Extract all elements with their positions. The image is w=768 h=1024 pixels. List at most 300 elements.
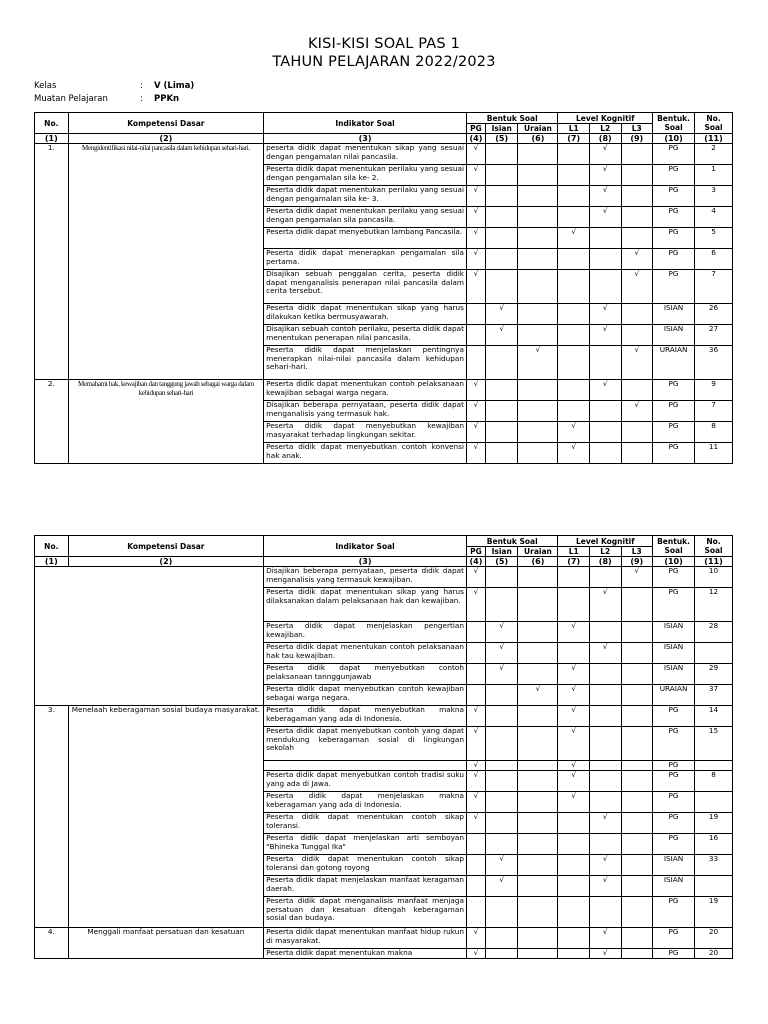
pg-check-cell: √: [466, 207, 485, 228]
bentuk-soal-cell: ISIAN: [653, 325, 695, 346]
l3-check-cell: √: [621, 401, 653, 422]
no-soal-cell: 26: [695, 304, 733, 325]
pg-check-cell: √: [466, 401, 485, 422]
l1-check-cell: [558, 876, 590, 897]
indikator-soal-cell: Peserta didik dapat menyebutkan contoh yang dapat mendukung keberagaman sosial di lingkungan sekolah: [264, 727, 467, 761]
column-number: (5): [485, 134, 518, 144]
l1-check-cell: √: [558, 685, 590, 706]
uraian-check-cell: [518, 443, 558, 464]
l3-check-cell: [621, 727, 653, 761]
no-soal-cell: 10: [695, 567, 733, 588]
l2-check-cell: √: [589, 144, 621, 165]
indikator-soal-cell: Peserta didik dapat menyebutkan contoh kewajiban sebagai warga negara.: [264, 685, 467, 706]
isian-check-cell: [485, 813, 518, 834]
l1-check-cell: [558, 304, 590, 325]
bentuk-soal-cell: ISIAN: [653, 643, 695, 664]
bentuk-soal-cell: PG: [653, 949, 695, 959]
isian-check-cell: √: [485, 643, 518, 664]
kelas-line: [34, 81, 194, 91]
l2-check-cell: [589, 761, 621, 771]
column-number: (6): [518, 557, 558, 567]
isian-check-cell: [485, 443, 518, 464]
l1-check-cell: [558, 567, 590, 588]
l1-check-cell: [558, 165, 590, 186]
bentuk-soal-cell: PG: [653, 228, 695, 249]
column-number: (2): [68, 557, 264, 567]
l3-check-cell: [621, 588, 653, 622]
no-soal-cell: 7: [695, 401, 733, 422]
isian-check-cell: [485, 165, 518, 186]
l2-check-cell: [589, 443, 621, 464]
l2-check-cell: [589, 664, 621, 685]
indikator-soal-cell: Peserta didik dapat menyebutkan contoh tradisi suku yang ada di Jawa.: [264, 771, 467, 792]
isian-check-cell: [485, 401, 518, 422]
header-level-kognitif-group: Level Kognitif: [558, 536, 653, 547]
l1-check-cell: [558, 144, 590, 165]
column-number: (2): [68, 134, 264, 144]
isian-check-cell: [485, 249, 518, 270]
uraian-check-cell: [518, 771, 558, 792]
isian-check-cell: [485, 771, 518, 792]
no-soal-cell: 1: [695, 165, 733, 186]
bentuk-soal-cell: PG: [653, 443, 695, 464]
pg-check-cell: [466, 834, 485, 855]
table-row: [35, 144, 733, 165]
document-subtitle: TAHUN PELAJARAN 2022/2023: [272, 54, 496, 70]
l2-check-cell: [589, 771, 621, 792]
pg-check-cell: √: [466, 422, 485, 443]
l3-check-cell: [621, 443, 653, 464]
uraian-check-cell: [518, 249, 558, 270]
l2-check-cell: √: [589, 928, 621, 949]
no-soal-cell: 28: [695, 622, 733, 643]
pg-check-cell: √: [466, 727, 485, 761]
pg-check-cell: √: [466, 761, 485, 771]
l2-check-cell: [589, 792, 621, 813]
column-number: (1): [35, 557, 69, 567]
table-row: [35, 380, 733, 401]
pg-check-cell: √: [466, 567, 485, 588]
indikator-soal-cell: Peserta didik dapat menjelaskan pengertian kewajiban.: [264, 622, 467, 643]
l1-check-cell: √: [558, 771, 590, 792]
header-kompetensi-dasar: Kompetensi Dasar: [68, 536, 264, 557]
bentuk-soal-cell: PG: [653, 727, 695, 761]
indikator-soal-cell: Peserta didik dapat menentukan perilaku yang sesuai dengan pengamalan sila ke- 2.: [264, 165, 467, 186]
table-row: [35, 567, 733, 588]
uraian-check-cell: [518, 380, 558, 401]
header-l3: L3: [621, 547, 653, 557]
isian-check-cell: √: [485, 622, 518, 643]
l2-check-cell: [589, 834, 621, 855]
l2-check-cell: [589, 228, 621, 249]
bentuk-soal-cell: PG: [653, 401, 695, 422]
uraian-check-cell: [518, 270, 558, 304]
l2-check-cell: √: [589, 207, 621, 228]
l2-check-cell: √: [589, 855, 621, 876]
l3-check-cell: √: [621, 270, 653, 304]
pg-check-cell: √: [466, 949, 485, 959]
isian-check-cell: [485, 706, 518, 727]
column-number: (4): [466, 134, 485, 144]
uraian-check-cell: [518, 727, 558, 761]
column-number: (7): [558, 134, 590, 144]
indikator-soal-cell: Peserta didik dapat menyebutkan contoh konvensi hak anak.: [264, 443, 467, 464]
l1-check-cell: [558, 813, 590, 834]
l3-check-cell: [621, 144, 653, 165]
l1-check-cell: [558, 207, 590, 228]
kd-continued-cell: [35, 567, 264, 706]
bentuk-soal-cell: PG: [653, 207, 695, 228]
l2-check-cell: [589, 727, 621, 761]
indikator-soal-cell: Peserta didik dapat menentukan manfaat hidup rukun di masyarakat.: [264, 928, 467, 949]
no-soal-cell: 37: [695, 685, 733, 706]
uraian-check-cell: [518, 622, 558, 643]
no-soal-cell: 6: [695, 249, 733, 270]
l1-check-cell: √: [558, 664, 590, 685]
kd-number-cell: 3.: [35, 706, 69, 928]
pg-check-cell: √: [466, 928, 485, 949]
l3-check-cell: [621, 325, 653, 346]
no-soal-cell: 16: [695, 834, 733, 855]
no-soal-cell: 27: [695, 325, 733, 346]
column-number: (8): [589, 134, 621, 144]
table-row: [35, 706, 733, 727]
pg-check-cell: [466, 685, 485, 706]
isian-check-cell: √: [485, 325, 518, 346]
isian-check-cell: √: [485, 304, 518, 325]
pg-check-cell: √: [466, 144, 485, 165]
uraian-check-cell: [518, 706, 558, 727]
indikator-soal-cell: Disajikan beberapa pernyataan, peserta didik dapat menganalisis yang termasuk hak.: [264, 401, 467, 422]
l1-check-cell: [558, 643, 590, 664]
pg-check-cell: [466, 664, 485, 685]
pg-check-cell: [466, 855, 485, 876]
l2-check-cell: [589, 346, 621, 380]
l3-check-cell: [621, 165, 653, 186]
l2-check-cell: √: [589, 186, 621, 207]
no-soal-cell: 33: [695, 855, 733, 876]
header-uraian: Uraian: [518, 547, 558, 557]
l3-check-cell: [621, 186, 653, 207]
header-isian: Isian: [485, 124, 518, 134]
l3-check-cell: [621, 813, 653, 834]
no-soal-cell: 15: [695, 727, 733, 761]
header-bentuk-soal: Bentuk. Soal: [653, 113, 695, 134]
bentuk-soal-cell: PG: [653, 897, 695, 928]
pg-check-cell: √: [466, 588, 485, 622]
indikator-soal-cell: Peserta didik dapat menerapkan pengamalan sila pertama.: [264, 249, 467, 270]
l1-check-cell: √: [558, 761, 590, 771]
indikator-soal-cell: Peserta didik dapat menentukan makna: [264, 949, 467, 959]
kisi-kisi-table-2: [34, 535, 733, 959]
l3-check-cell: [621, 380, 653, 401]
column-number: (1): [35, 134, 69, 144]
pg-check-cell: √: [466, 706, 485, 727]
header-l1: L1: [558, 547, 590, 557]
l2-check-cell: [589, 706, 621, 727]
indikator-soal-cell: [264, 761, 467, 771]
uraian-check-cell: [518, 144, 558, 165]
l2-check-cell: √: [589, 380, 621, 401]
indikator-soal-cell: Peserta didik dapat menjelaskan makna keberagaman yang ada di Indonesia.: [264, 792, 467, 813]
l1-check-cell: [558, 380, 590, 401]
isian-check-cell: [485, 792, 518, 813]
l2-check-cell: [589, 249, 621, 270]
isian-check-cell: √: [485, 664, 518, 685]
bentuk-soal-cell: PG: [653, 165, 695, 186]
header-level-kognitif-group: Level Kognitif: [558, 113, 653, 124]
bentuk-soal-cell: PG: [653, 567, 695, 588]
l2-check-cell: [589, 622, 621, 643]
column-number: (11): [695, 557, 733, 567]
l2-check-cell: √: [589, 949, 621, 959]
indikator-soal-cell: Peserta didik dapat menyebutkan lambang Pancasila.: [264, 228, 467, 249]
indikator-soal-cell: Peserta didik dapat menentukan perilaku yang sesuai dengan pengamalan sila pancasila.: [264, 207, 467, 228]
uraian-check-cell: [518, 949, 558, 959]
l3-check-cell: [621, 792, 653, 813]
bentuk-soal-cell: PG: [653, 771, 695, 792]
l2-check-cell: √: [589, 588, 621, 622]
kompetensi-dasar-cell: Mengidentifikasi nilai-nilai pancasila dalam kehidupan sehari-hari.: [68, 144, 264, 380]
pg-check-cell: √: [466, 165, 485, 186]
isian-check-cell: [485, 144, 518, 165]
uraian-check-cell: [518, 422, 558, 443]
pg-check-cell: √: [466, 443, 485, 464]
isian-check-cell: [485, 207, 518, 228]
uraian-check-cell: [518, 855, 558, 876]
indikator-soal-cell: Disajikan sebuah contoh perilaku, peserta didik dapat menentukan penerapan nilai pancasila.: [264, 325, 467, 346]
l1-check-cell: [558, 897, 590, 928]
indikator-soal-cell: Peserta didik dapat menentukan contoh sikap toleransi.: [264, 813, 467, 834]
no-soal-cell: 4: [695, 207, 733, 228]
l2-check-cell: √: [589, 813, 621, 834]
bentuk-soal-cell: PG: [653, 270, 695, 304]
uraian-check-cell: [518, 228, 558, 249]
kelas-label: Kelas: [34, 81, 57, 91]
header-bentuk-soal: Bentuk. Soal: [653, 536, 695, 557]
l3-check-cell: [621, 422, 653, 443]
no-soal-cell: 29: [695, 664, 733, 685]
header-no-soal: No. Soal: [695, 113, 733, 134]
l2-check-cell: √: [589, 876, 621, 897]
l1-check-cell: √: [558, 422, 590, 443]
uraian-check-cell: √: [518, 685, 558, 706]
no-soal-cell: [695, 761, 733, 771]
indikator-soal-cell: Peserta didik dapat menentukan contoh pelaksanaan kewajiban sebagai warga negara.: [264, 380, 467, 401]
bentuk-soal-cell: ISIAN: [653, 304, 695, 325]
column-number: (9): [621, 557, 653, 567]
column-number: (6): [518, 134, 558, 144]
header-uraian: Uraian: [518, 124, 558, 134]
bentuk-soal-cell: ISIAN: [653, 855, 695, 876]
no-soal-cell: 19: [695, 897, 733, 928]
no-soal-cell: 9: [695, 380, 733, 401]
isian-check-cell: [485, 685, 518, 706]
indikator-soal-cell: Peserta didik dapat menjelaskan manfaat keragaman daerah.: [264, 876, 467, 897]
no-soal-cell: 2: [695, 144, 733, 165]
pg-check-cell: [466, 325, 485, 346]
kisi-kisi-table-1: [34, 112, 733, 464]
no-soal-cell: [695, 643, 733, 664]
uraian-check-cell: [518, 792, 558, 813]
l1-check-cell: [558, 949, 590, 959]
pg-check-cell: √: [466, 249, 485, 270]
kelas-value: V (Lima): [154, 81, 195, 91]
bentuk-soal-cell: PG: [653, 792, 695, 813]
mapel-line: [34, 94, 179, 104]
l1-check-cell: [558, 834, 590, 855]
pg-check-cell: [466, 897, 485, 928]
kd-number-cell: 4.: [35, 928, 69, 959]
l1-check-cell: [558, 186, 590, 207]
l3-check-cell: [621, 685, 653, 706]
uraian-check-cell: [518, 401, 558, 422]
bentuk-soal-cell: ISIAN: [653, 622, 695, 643]
indikator-soal-cell: Peserta didik dapat menentukan sikap yang harus dilakukan ketika bermusyawarah.: [264, 304, 467, 325]
l3-check-cell: [621, 834, 653, 855]
uraian-check-cell: [518, 664, 558, 685]
l1-check-cell: √: [558, 706, 590, 727]
l3-check-cell: [621, 949, 653, 959]
pg-check-cell: √: [466, 228, 485, 249]
column-number: (3): [264, 134, 467, 144]
isian-check-cell: [485, 270, 518, 304]
no-soal-cell: [695, 876, 733, 897]
l3-check-cell: [621, 228, 653, 249]
bentuk-soal-cell: PG: [653, 706, 695, 727]
pg-check-cell: [466, 346, 485, 380]
mapel-colon: :: [140, 94, 143, 104]
header-pg: PG: [466, 547, 485, 557]
kompetensi-dasar-cell: Menelaah keberagaman sosial budaya masyarakat.: [68, 706, 264, 928]
header-bentuk-soal-group: Bentuk Soal: [466, 536, 557, 547]
bentuk-soal-cell: ISIAN: [653, 876, 695, 897]
l2-check-cell: [589, 270, 621, 304]
header-isian: Isian: [485, 547, 518, 557]
pg-check-cell: [466, 643, 485, 664]
indikator-soal-cell: Peserta didik dapat menentukan contoh pelaksanaan hak tau kewajiban.: [264, 643, 467, 664]
isian-check-cell: [485, 761, 518, 771]
indikator-soal-cell: Peserta didik dapat menentukan perilaku yang sesuai dengan pengamalan sila ke- 3.: [264, 186, 467, 207]
indikator-soal-cell: Peserta didik dapat menentukan contoh sikap toleransi dan gotong royong: [264, 855, 467, 876]
pg-check-cell: √: [466, 792, 485, 813]
isian-check-cell: [485, 186, 518, 207]
column-number: (8): [589, 557, 621, 567]
header-l3: L3: [621, 124, 653, 134]
indikator-soal-cell: Disajikan sebuah penggalan cerita, peserta didik dapat menganalisis penerapan nilai pancasila dalam cerita tersebut.: [264, 270, 467, 304]
indikator-soal-cell: Peserta didik dapat menjelaskan arti semboyan "Bhineka Tunggal Ika": [264, 834, 467, 855]
column-number: (7): [558, 557, 590, 567]
isian-check-cell: [485, 928, 518, 949]
l1-check-cell: [558, 325, 590, 346]
l1-check-cell: √: [558, 443, 590, 464]
kd-number-cell: 1.: [35, 144, 69, 380]
l3-check-cell: √: [621, 249, 653, 270]
l3-check-cell: [621, 876, 653, 897]
bentuk-soal-cell: PG: [653, 144, 695, 165]
l2-check-cell: [589, 422, 621, 443]
pg-check-cell: √: [466, 771, 485, 792]
l3-check-cell: [621, 897, 653, 928]
indikator-soal-cell: Peserta didik dapat menyebutkan makna keberagaman yang ada di Indonesia.: [264, 706, 467, 727]
no-soal-cell: 8: [695, 771, 733, 792]
header-pg: PG: [466, 124, 485, 134]
uraian-check-cell: [518, 304, 558, 325]
header-l2: L2: [589, 547, 621, 557]
pg-check-cell: √: [466, 270, 485, 304]
uraian-check-cell: [518, 928, 558, 949]
uraian-check-cell: [518, 186, 558, 207]
uraian-check-cell: [518, 876, 558, 897]
uraian-check-cell: [518, 567, 558, 588]
l3-check-cell: [621, 664, 653, 685]
indikator-soal-cell: Peserta didik dapat menganalisis manfaat menjaga persatuan dan kesatuan ditengah keberagaman sosial dan budaya.: [264, 897, 467, 928]
l2-check-cell: √: [589, 165, 621, 186]
uraian-check-cell: [518, 207, 558, 228]
mapel-value: PPKn: [154, 94, 180, 104]
bentuk-soal-cell: URAIAN: [653, 346, 695, 380]
l2-check-cell: [589, 897, 621, 928]
l3-check-cell: [621, 207, 653, 228]
column-number: (9): [621, 134, 653, 144]
indikator-soal-cell: Peserta didik dapat menjelaskan pentingnya menerapkan nilai-nilai pancasila dalam kehidupan sehari-hari.: [264, 346, 467, 380]
uraian-check-cell: [518, 897, 558, 928]
no-soal-cell: [695, 792, 733, 813]
isian-check-cell: √: [485, 855, 518, 876]
no-soal-cell: 3: [695, 186, 733, 207]
indikator-soal-cell: Disajikan beberapa pernyataan, peserta didik dapat menganalisis yang termasuk kewajiban.: [264, 567, 467, 588]
isian-check-cell: √: [485, 876, 518, 897]
l2-check-cell: [589, 567, 621, 588]
column-number: (5): [485, 557, 518, 567]
l3-check-cell: [621, 771, 653, 792]
l3-check-cell: [621, 304, 653, 325]
uraian-check-cell: [518, 643, 558, 664]
l1-check-cell: [558, 855, 590, 876]
isian-check-cell: [485, 834, 518, 855]
l3-check-cell: [621, 643, 653, 664]
isian-check-cell: [485, 588, 518, 622]
pg-check-cell: [466, 622, 485, 643]
isian-check-cell: [485, 228, 518, 249]
header-no: No.: [35, 113, 69, 134]
bentuk-soal-cell: PG: [653, 928, 695, 949]
indikator-soal-cell: Peserta didik dapat menyebutkan contoh pelaksanaan tannggunjawab: [264, 664, 467, 685]
l1-check-cell: [558, 270, 590, 304]
l3-check-cell: [621, 622, 653, 643]
isian-check-cell: [485, 949, 518, 959]
l1-check-cell: [558, 588, 590, 622]
pg-check-cell: [466, 304, 485, 325]
header-no-soal: No. Soal: [695, 536, 733, 557]
isian-check-cell: [485, 346, 518, 380]
no-soal-cell: 8: [695, 422, 733, 443]
no-soal-cell: 11: [695, 443, 733, 464]
bentuk-soal-cell: PG: [653, 834, 695, 855]
pg-check-cell: √: [466, 380, 485, 401]
indikator-soal-cell: Peserta didik dapat menentukan sikap yang harus dilaksanakan dalam pelaksanaan hak dan kewajiban.: [264, 588, 467, 622]
isian-check-cell: [485, 567, 518, 588]
pg-check-cell: √: [466, 813, 485, 834]
no-soal-cell: 14: [695, 706, 733, 727]
l1-check-cell: √: [558, 727, 590, 761]
header-l1: L1: [558, 124, 590, 134]
uraian-check-cell: [518, 165, 558, 186]
bentuk-soal-cell: PG: [653, 761, 695, 771]
header-indikator-soal: Indikator Soal: [264, 113, 467, 134]
l3-check-cell: [621, 855, 653, 876]
uraian-check-cell: [518, 588, 558, 622]
